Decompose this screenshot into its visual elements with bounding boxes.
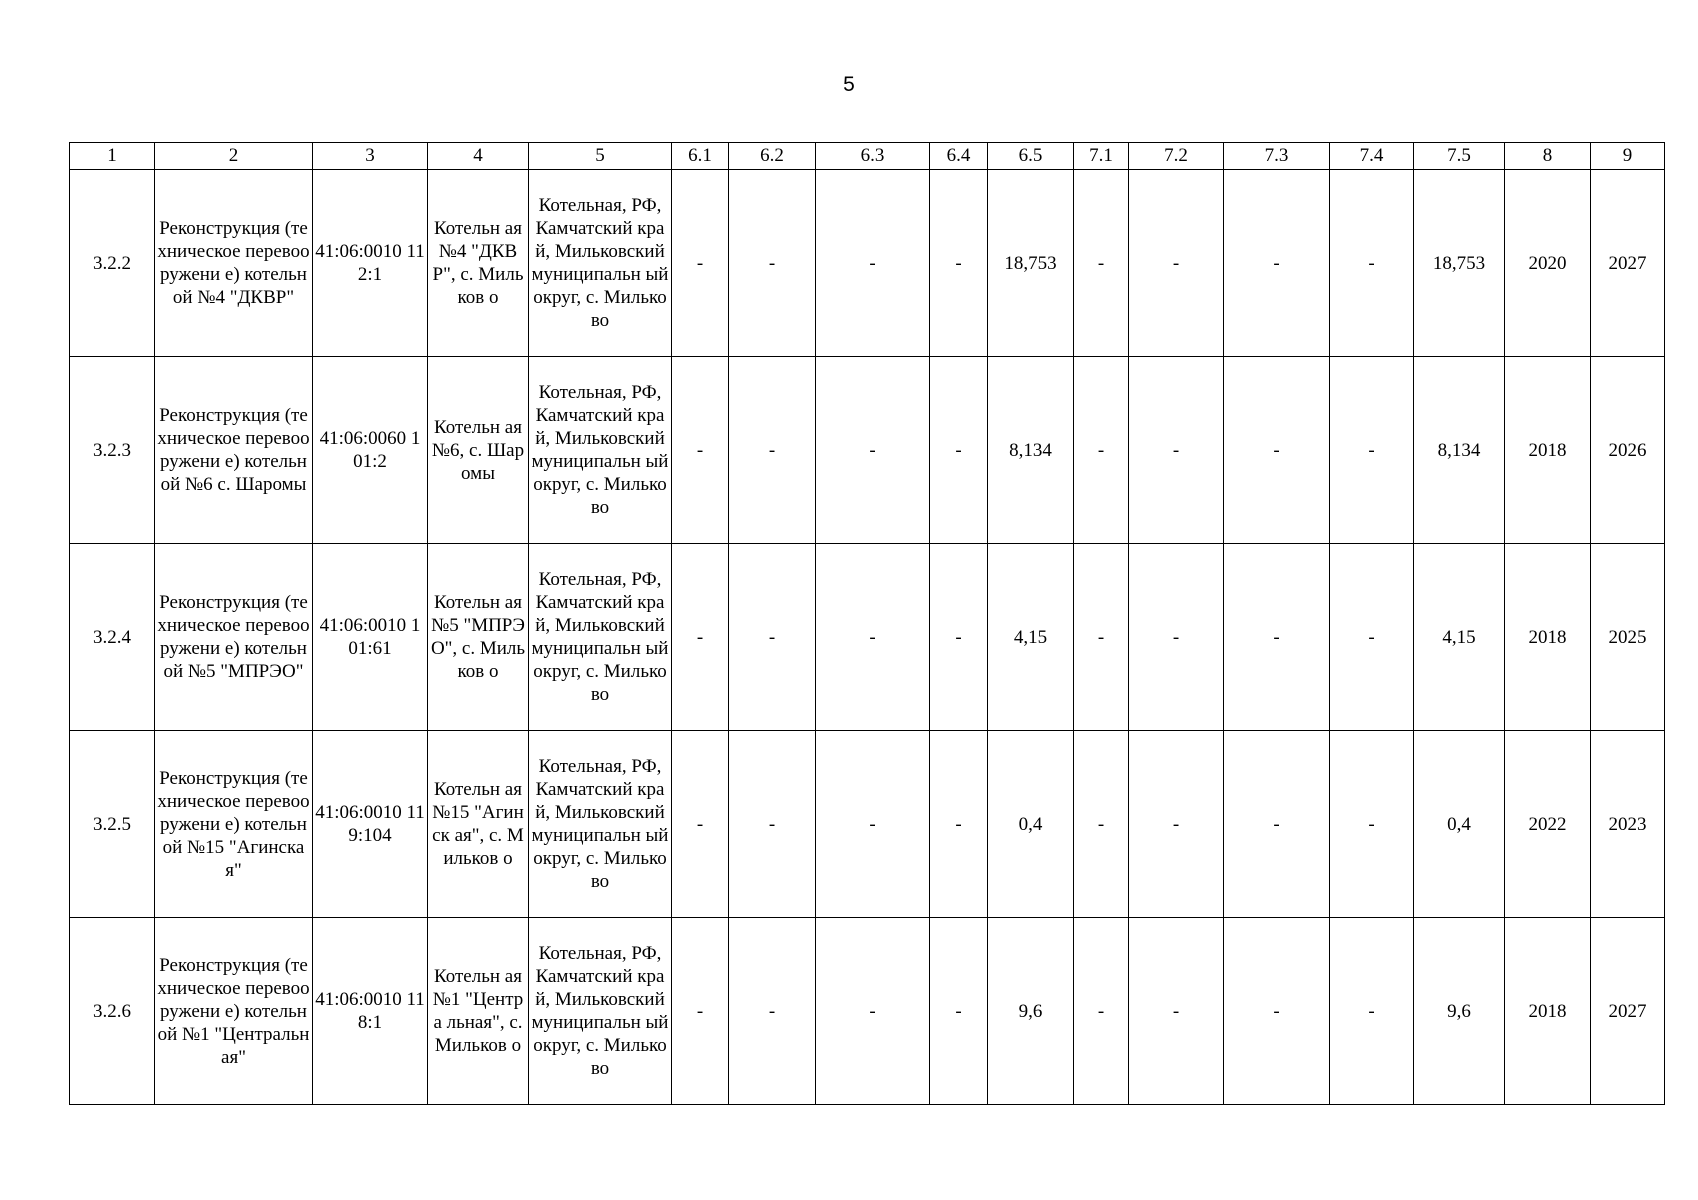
table-cell-col-11 [1074, 170, 1129, 357]
table-cell-col-14 [1330, 544, 1414, 731]
table-cell-col-9 [930, 918, 988, 1105]
cell-text: - [1273, 252, 1280, 274]
column-header-12: 7.2 [1129, 143, 1224, 170]
column-header-16: 8 [1505, 143, 1591, 170]
table-cell-col-8 [816, 731, 930, 918]
table-cell-col-16 [1505, 544, 1591, 731]
table-cell-col-9 [930, 170, 988, 357]
cell-text: 0,4 [1018, 813, 1043, 835]
table-cell-col-13 [1224, 544, 1330, 731]
cell-text: - [1172, 626, 1180, 648]
table-cell-col-16 [1505, 731, 1591, 918]
cell-text: - [1368, 252, 1375, 274]
cell-text: - [696, 252, 704, 274]
cell-text: - [869, 439, 876, 461]
cell-text: - [696, 813, 704, 835]
table-cell-col-16 [1505, 918, 1591, 1105]
table-cell-col-1 [70, 357, 155, 544]
cell-text: 8,134 [1009, 439, 1052, 461]
cell-text: Котельн ая №5 "МПРЭ О", с. Мильков о [430, 592, 526, 682]
cell-text: - [1273, 439, 1280, 461]
cell-text: - [1097, 1000, 1105, 1022]
table-cell-col-9 [930, 544, 988, 731]
table-cell-col-12 [1129, 170, 1224, 357]
column-header-5: 5 [529, 143, 672, 170]
cell-text: 41:06:0010 112:1 [315, 241, 425, 285]
table-cell-col-17 [1591, 544, 1665, 731]
cell-text: - [1368, 439, 1375, 461]
table-cell-col-8 [816, 170, 930, 357]
table-cell-col-4 [428, 357, 529, 544]
table-cell-col-13 [1224, 357, 1330, 544]
cell-text: Котельн ая №4 "ДКВР", с. Мильков о [432, 218, 524, 308]
table-cell-col-4 [428, 544, 529, 731]
table-cell-col-7 [729, 357, 816, 544]
cell-text: - [696, 626, 704, 648]
table-cell-col-16 [1505, 357, 1591, 544]
table-cell-col-6 [672, 544, 729, 731]
table-cell-col-16 [1505, 170, 1591, 357]
cell-text: - [768, 1000, 776, 1022]
table-cell-col-15 [1414, 357, 1505, 544]
column-header-17: 9 [1591, 143, 1665, 170]
cell-text: 2018 [1528, 439, 1567, 461]
table-cell-col-9 [930, 731, 988, 918]
column-header-14: 7.4 [1330, 143, 1414, 170]
table-cell-col-14 [1330, 918, 1414, 1105]
table-cell-col-11 [1074, 357, 1129, 544]
cell-text: 2027 [1608, 252, 1647, 274]
column-header-15: 7.5 [1414, 143, 1505, 170]
table-cell-col-3 [313, 357, 428, 544]
cell-text: Котельная, РФ, Камчатский край, Мильковский муниципальн ый округ, с. Мильково [531, 382, 669, 518]
table-cell-col-1 [70, 918, 155, 1105]
table-cell-col-6 [672, 357, 729, 544]
column-header-9: 6.4 [930, 143, 988, 170]
cell-text: 2018 [1528, 1000, 1567, 1022]
table-cell-col-17 [1591, 731, 1665, 918]
table-cell-col-3 [313, 918, 428, 1105]
cell-text: - [1368, 626, 1375, 648]
cell-text: Котельная, РФ, Камчатский край, Мильковский муниципальн ый округ, с. Мильково [531, 756, 669, 892]
cell-text: - [869, 252, 876, 274]
cell-text: - [955, 813, 962, 835]
table-cell-col-17 [1591, 170, 1665, 357]
table-cell-col-15 [1414, 918, 1505, 1105]
cell-text: Котельная, РФ, Камчатский край, Мильковский муниципальн ый округ, с. Мильково [531, 943, 669, 1079]
table-cell-col-10 [988, 918, 1074, 1105]
table-cell-col-4 [428, 918, 529, 1105]
table-cell-col-1 [70, 544, 155, 731]
cell-text: Реконструкция (техническое перевооружени е) котельной №5 "МПРЭО" [157, 592, 310, 682]
cell-text: - [955, 626, 962, 648]
cell-text: Реконструкция (техническое перевооружени е) котельной №1 "Центральная" [157, 954, 310, 1068]
table-cell-col-1 [70, 731, 155, 918]
page-number: 5 [843, 73, 855, 96]
table-cell-col-11 [1074, 544, 1129, 731]
cell-text: 41:06:0010 119:104 [315, 802, 425, 846]
column-header-1: 1 [70, 143, 155, 170]
table-cell-col-3 [313, 170, 428, 357]
table-cell-col-10 [988, 544, 1074, 731]
table-cell-col-8 [816, 357, 930, 544]
table-header-row [70, 143, 1665, 170]
table-cell-col-8 [816, 918, 930, 1105]
cell-text: - [1097, 439, 1105, 461]
table-cell-col-8 [816, 544, 930, 731]
cell-text: - [1368, 813, 1375, 835]
cell-text: - [1172, 439, 1180, 461]
cell-text: 41:06:0010 101:61 [319, 615, 421, 659]
cell-text: - [1273, 813, 1280, 835]
table-cell-col-2 [155, 170, 313, 357]
cell-text: 3.2.2 [93, 252, 131, 274]
cell-text: Реконструкция (техническое перевооружени е) котельной №4 "ДКВР" [157, 218, 310, 308]
cell-text: - [768, 439, 776, 461]
table-cell-col-14 [1330, 170, 1414, 357]
cell-text: - [696, 439, 704, 461]
table-cell-col-11 [1074, 731, 1129, 918]
cell-text: - [955, 439, 962, 461]
table-cell-col-15 [1414, 170, 1505, 357]
table-cell-col-12 [1129, 357, 1224, 544]
table-cell-col-1 [70, 170, 155, 357]
column-header-4: 4 [428, 143, 529, 170]
cell-text: Реконструкция (техническое перевооружени е) котельной №6 с. Шаромы [157, 405, 310, 495]
cell-text: Котельн ая №15 "Агинск ая", с. Мильков о [432, 779, 524, 869]
cell-text: - [869, 626, 876, 648]
table-cell-col-4 [428, 731, 529, 918]
table-cell-col-5 [529, 731, 672, 918]
cell-text: 18,753 [1432, 252, 1486, 274]
column-header-2: 2 [155, 143, 313, 170]
table-cell-col-14 [1330, 357, 1414, 544]
cell-text: - [955, 1000, 962, 1022]
table-row [70, 357, 1665, 544]
table-cell-col-15 [1414, 731, 1505, 918]
table-cell-col-13 [1224, 731, 1330, 918]
table-cell-col-2 [155, 731, 313, 918]
table-cell-col-4 [428, 170, 529, 357]
table-cell-col-6 [672, 170, 729, 357]
cell-text: 3.2.6 [93, 1000, 131, 1022]
cell-text: - [768, 813, 776, 835]
cell-text: - [1273, 626, 1280, 648]
table-cell-col-2 [155, 357, 313, 544]
investment-table [69, 142, 1665, 1105]
cell-text: 18,753 [1004, 252, 1057, 274]
cell-text: - [768, 626, 776, 648]
table-row [70, 170, 1665, 357]
cell-text: 3.2.5 [93, 813, 131, 835]
cell-text: 4,15 [1013, 626, 1048, 648]
cell-text: - [1097, 813, 1105, 835]
cell-text: - [869, 1000, 876, 1022]
table-cell-col-17 [1591, 918, 1665, 1105]
table-cell-col-2 [155, 918, 313, 1105]
cell-text: - [1172, 1000, 1180, 1022]
cell-text: - [1097, 626, 1105, 648]
cell-text: - [768, 252, 776, 274]
column-header-6: 6.1 [672, 143, 729, 170]
cell-text: 3.2.4 [93, 626, 131, 648]
cell-text: Котельная, РФ, Камчатский край, Мильковский муниципальн ый округ, с. Мильково [531, 569, 669, 705]
cell-text: Котельн ая №6, с. Шаромы [431, 416, 525, 484]
cell-text: 2023 [1608, 813, 1647, 835]
table-cell-col-10 [988, 357, 1074, 544]
table-cell-col-10 [988, 731, 1074, 918]
cell-text: - [696, 1000, 704, 1022]
table-cell-col-13 [1224, 170, 1330, 357]
table-cell-col-7 [729, 731, 816, 918]
cell-text: 2022 [1528, 813, 1567, 835]
cell-text: - [1172, 813, 1180, 835]
column-header-7: 6.2 [729, 143, 816, 170]
table-row [70, 918, 1665, 1105]
table-cell-col-7 [729, 170, 816, 357]
cell-text: 41:06:0010 118:1 [315, 989, 425, 1033]
column-header-8: 6.3 [816, 143, 930, 170]
table-cell-col-10 [988, 170, 1074, 357]
cell-text: 2018 [1528, 626, 1567, 648]
cell-text: 2027 [1608, 1000, 1647, 1022]
cell-text: 8,134 [1437, 439, 1481, 461]
table-cell-col-3 [313, 731, 428, 918]
table-cell-col-6 [672, 731, 729, 918]
cell-text: 2020 [1528, 252, 1567, 274]
table-row [70, 544, 1665, 731]
table-cell-col-5 [529, 357, 672, 544]
table-cell-col-7 [729, 544, 816, 731]
column-header-13: 7.3 [1224, 143, 1330, 170]
cell-text: Котельн ая №1 "Центра льная", с. Мильков о [432, 966, 524, 1056]
cell-text: 0,4 [1447, 813, 1471, 835]
table-cell-col-11 [1074, 918, 1129, 1105]
cell-text: - [1368, 1000, 1375, 1022]
table-cell-col-9 [930, 357, 988, 544]
cell-text: Реконструкция (техническое перевооружени е) котельной №15 "Агинская" [157, 767, 310, 881]
table-cell-col-3 [313, 544, 428, 731]
table-cell-col-7 [729, 918, 816, 1105]
cell-text: 9,6 [1018, 1000, 1043, 1022]
table-cell-col-5 [529, 544, 672, 731]
cell-text: 3.2.3 [93, 439, 131, 461]
table-cell-col-13 [1224, 918, 1330, 1105]
table-cell-col-5 [529, 170, 672, 357]
cell-text: 4,15 [1442, 626, 1476, 648]
table-cell-col-2 [155, 544, 313, 731]
cell-text: - [1097, 252, 1105, 274]
table-cell-col-12 [1129, 918, 1224, 1105]
cell-text: 41:06:0060 101:2 [319, 428, 421, 472]
cell-text: 2026 [1608, 439, 1647, 461]
table-cell-col-6 [672, 918, 729, 1105]
table-cell-col-15 [1414, 544, 1505, 731]
cell-text: - [1172, 252, 1180, 274]
cell-text: - [869, 813, 876, 835]
table-row [70, 731, 1665, 918]
table-cell-col-17 [1591, 357, 1665, 544]
column-header-3: 3 [313, 143, 428, 170]
cell-text: - [1273, 1000, 1280, 1022]
column-header-11: 7.1 [1074, 143, 1129, 170]
cell-text: 2025 [1608, 626, 1647, 648]
cell-text: 9,6 [1447, 1000, 1471, 1022]
table-cell-col-5 [529, 918, 672, 1105]
table-cell-col-12 [1129, 731, 1224, 918]
cell-text: - [955, 252, 962, 274]
column-header-10: 6.5 [988, 143, 1074, 170]
table-cell-col-14 [1330, 731, 1414, 918]
table-cell-col-12 [1129, 544, 1224, 731]
cell-text: Котельная, РФ, Камчатский край, Мильковский муниципальн ый округ, с. Мильково [531, 195, 669, 331]
